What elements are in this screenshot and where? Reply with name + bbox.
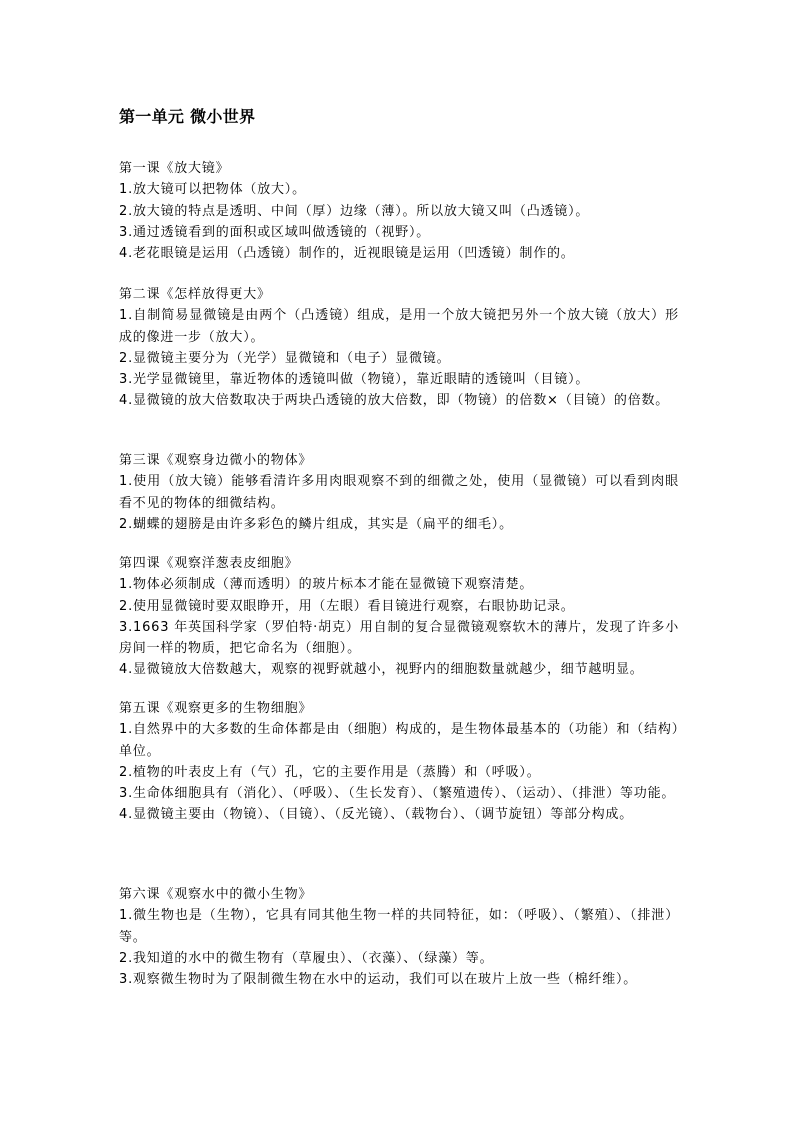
lesson-item: 3.光学显微镜里，靠近物体的透镜叫做（物镜），靠近眼睛的透镜叫（目镜）。 [119,372,590,388]
lesson-item: 3.通过透镜看到的面积或区域叫做透镜的（视野）。 [119,224,431,240]
lesson-3 [119,450,679,535]
lesson-item: 2.我知道的水中的微生物有（草履虫）、（衣藻）、（绿藻）等。 [119,950,494,966]
lesson-item: 2.植物的叶表皮上有（气）孔，它的主要作用是（蒸腾）和（呼吸）。 [119,764,541,780]
unit-title: 第一单元 微小世界 [119,107,256,126]
lesson-6 [119,884,679,990]
lesson-item: 4.老花眼镜是运用（凸透镜）制作的，近视眼镜是运用（凹透镜）制作的。 [119,246,575,262]
lesson-heading: 第一课《放大镜》 [119,161,230,176]
lesson-item: 2.显微镜主要分为（光学）显微镜和（电子）显微镜。 [119,350,451,366]
lesson-item: 4.显微镜主要由（物镜）、（目镜）、（反光镜）、（载物台）、（调节旋钮）等部分构成。 [119,807,634,823]
lesson-2 [119,284,679,412]
lesson-item: 2.放大镜的特点是透明、中间（厚）边缘（薄）。所以放大镜又叫（凸透镜）。 [119,203,590,219]
lesson-item: 2.使用显微镜时要双眼睁开，用（左眼）看目镜进行观察，右眼协助记录。 [119,598,575,614]
lesson-heading: 第四课《观察洋葱表皮细胞》 [119,556,299,571]
lesson-4 [119,553,679,681]
lesson-item: 1.放大镜可以把物体（放大）。 [119,182,306,198]
lesson-item: 4.显微镜的放大倍数取决于两块凸透镜的放大倍数，即（物镜）的倍数×（目镜）的倍数。 [119,393,670,409]
lesson-heading: 第五课《观察更多的生物细胞》 [119,701,313,716]
lesson-item: 1.自制简易显微镜是由两个（凸透镜）组成，是用一个放大镜把另外一个放大镜（放大）形成的像进一步（放大）。 [119,308,679,345]
lesson-item: 1.使用（放大镜）能够看清许多用肉眼观察不到的细微之处，使用（显微镜）可以看到肉眼看不见的物体的细微结构。 [119,474,679,511]
lesson-item: 1.自然界中的大多数的生命体都是由（细胞）构成的，是生物体最基本的（功能）和（结构）单位。 [119,722,679,759]
lesson-1 [119,158,679,264]
lesson-heading: 第二课《怎样放得更大》 [119,287,271,302]
lesson-heading: 第三课《观察身边微小的物体》 [119,453,313,468]
lesson-item: 3.观察微生物时为了限制微生物在水中的运动，我们可以在玻片上放一些（棉纤维）。 [119,972,638,988]
lesson-item: 3.1663 年英国科学家（罗伯特·胡克）用自制的复合显微镜观察软木的薄片，发现了许多小房间一样的物质，把它命名为（细胞）。 [119,619,679,657]
lesson-5 [119,698,679,826]
lesson-item: 1.微生物也是（生物），它具有同其他生物一样的共同特征，如：（呼吸）、（繁殖）、（排泄）等。 [119,908,679,945]
lesson-item: 1.物体必须制成（薄而透明）的玻片标本才能在显微镜下观察清楚。 [119,577,534,593]
lesson-item: 3.生命体细胞具有（消化）、（呼吸）、（生长发育）、（繁殖遗传）、（运动）、（排泄）等功能。 [119,786,676,802]
lesson-item: 2.蝴蝶的翅膀是由许多彩色的鳞片组成，其实是（扁平的细毛）。 [119,516,513,532]
lesson-heading: 第六课《观察水中的微小生物》 [119,887,313,902]
lesson-item: 4.显微镜放大倍数越大，观察的视野就越小，视野内的细胞数量就越少，细节越明显。 [119,662,644,678]
